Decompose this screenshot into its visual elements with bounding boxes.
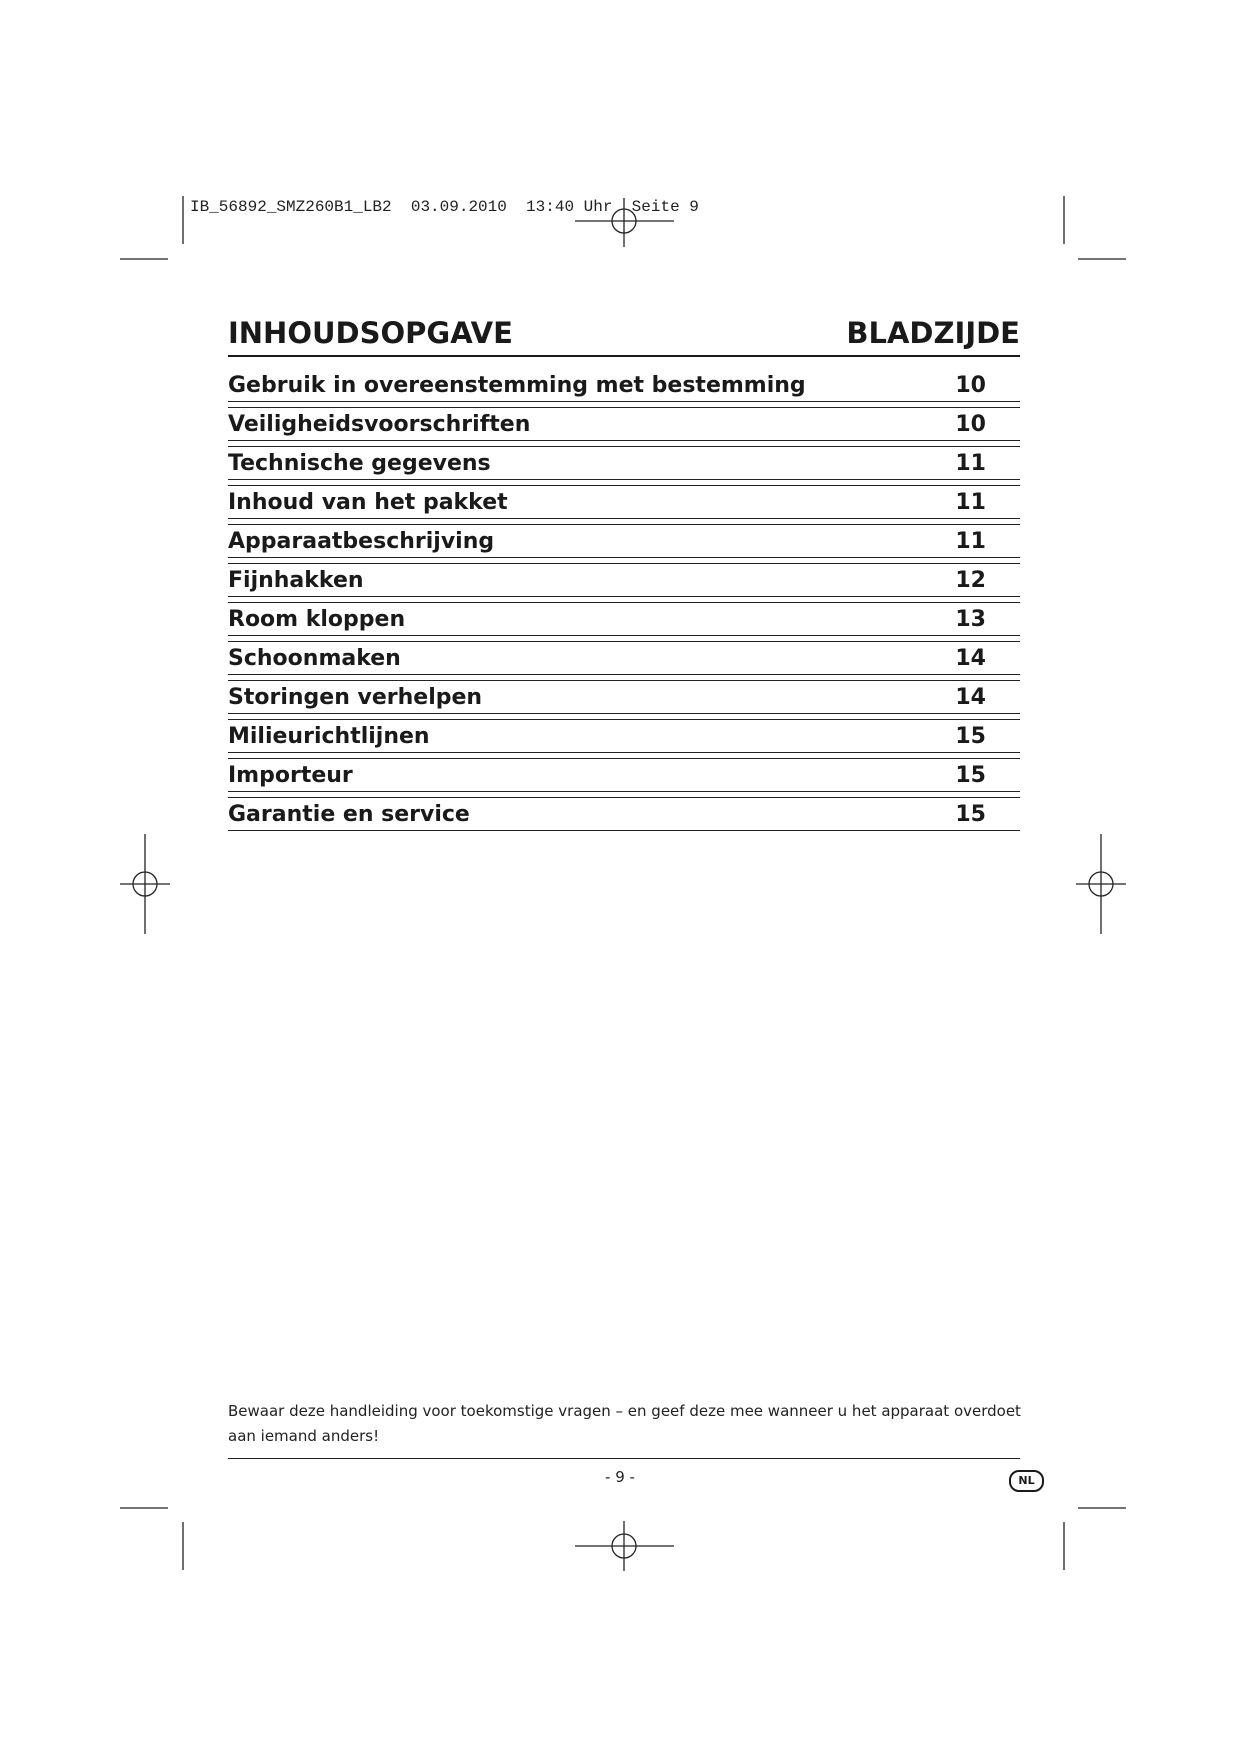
toc-entry-page: 12	[955, 568, 986, 593]
toc-entry-page: 11	[955, 451, 986, 476]
toc-entry-page: 14	[955, 646, 986, 671]
toc-entry-title: Schoonmaken	[228, 646, 401, 671]
toc-entry-title: Milieurichtlijnen	[228, 724, 430, 749]
toc-entry-page: 11	[955, 490, 986, 515]
toc-entry[interactable]	[228, 447, 1020, 486]
toc-entry-title: Garantie en service	[228, 802, 470, 827]
toc-entry[interactable]	[228, 681, 1020, 720]
toc-entry[interactable]	[228, 798, 1020, 837]
toc-entry-title: Room kloppen	[228, 607, 406, 632]
toc-entry[interactable]	[228, 369, 1020, 408]
print-slug: IB_56892_SMZ260B1_LB2 03.09.2010 13:40 Uhr Seite 9	[190, 198, 699, 216]
footer-note-line: Bewaar deze handleiding voor toekomstige vragen – en geef deze mee wanneer u het apparaat overdoet	[228, 1402, 1021, 1420]
toc-entry-page: 13	[955, 607, 986, 632]
toc-title: INHOUDSOPGAVE	[228, 316, 513, 350]
toc-entry-page: 15	[955, 724, 986, 749]
toc-entry-page: 15	[955, 802, 986, 827]
toc-entry-page: 15	[955, 763, 986, 788]
footer-rule	[228, 1458, 1020, 1459]
toc-entry-title: Technische gegevens	[228, 451, 491, 476]
toc-entry[interactable]	[228, 408, 1020, 447]
table-of-contents	[228, 369, 1020, 837]
toc-entry[interactable]	[228, 720, 1020, 759]
toc-entry[interactable]	[228, 564, 1020, 603]
toc-entry[interactable]	[228, 642, 1020, 681]
toc-entry-title: Gebruik in overeenstemming met bestemming	[228, 373, 806, 398]
footer-note-line: aan iemand anders!	[228, 1427, 380, 1445]
toc-entry-page: 14	[955, 685, 986, 710]
toc-entry-page: 11	[955, 529, 986, 554]
page-number: - 9 -	[605, 1468, 635, 1486]
toc-entry-title: Apparaatbeschrijving	[228, 529, 495, 554]
footer-note	[228, 1399, 1028, 1449]
toc-entry-title: Storingen verhelpen	[228, 685, 483, 710]
toc-heading	[228, 316, 1020, 352]
toc-entry-title: Veiligheidsvoorschriften	[228, 412, 531, 437]
toc-entry-title: Fijnhakken	[228, 568, 364, 593]
toc-entry-title: Inhoud van het pakket	[228, 490, 508, 515]
toc-entry[interactable]	[228, 759, 1020, 798]
toc-entry-page: 10	[955, 373, 986, 398]
toc-entry[interactable]	[228, 486, 1020, 525]
page-column-title: BLADZIJDE	[846, 316, 1020, 350]
toc-entry-title: Importeur	[228, 763, 353, 788]
toc-entry[interactable]	[228, 525, 1020, 564]
toc-entry[interactable]	[228, 603, 1020, 642]
language-badge: NL	[1009, 1470, 1044, 1492]
toc-entry-page: 10	[955, 412, 986, 437]
heading-rule	[228, 355, 1020, 357]
